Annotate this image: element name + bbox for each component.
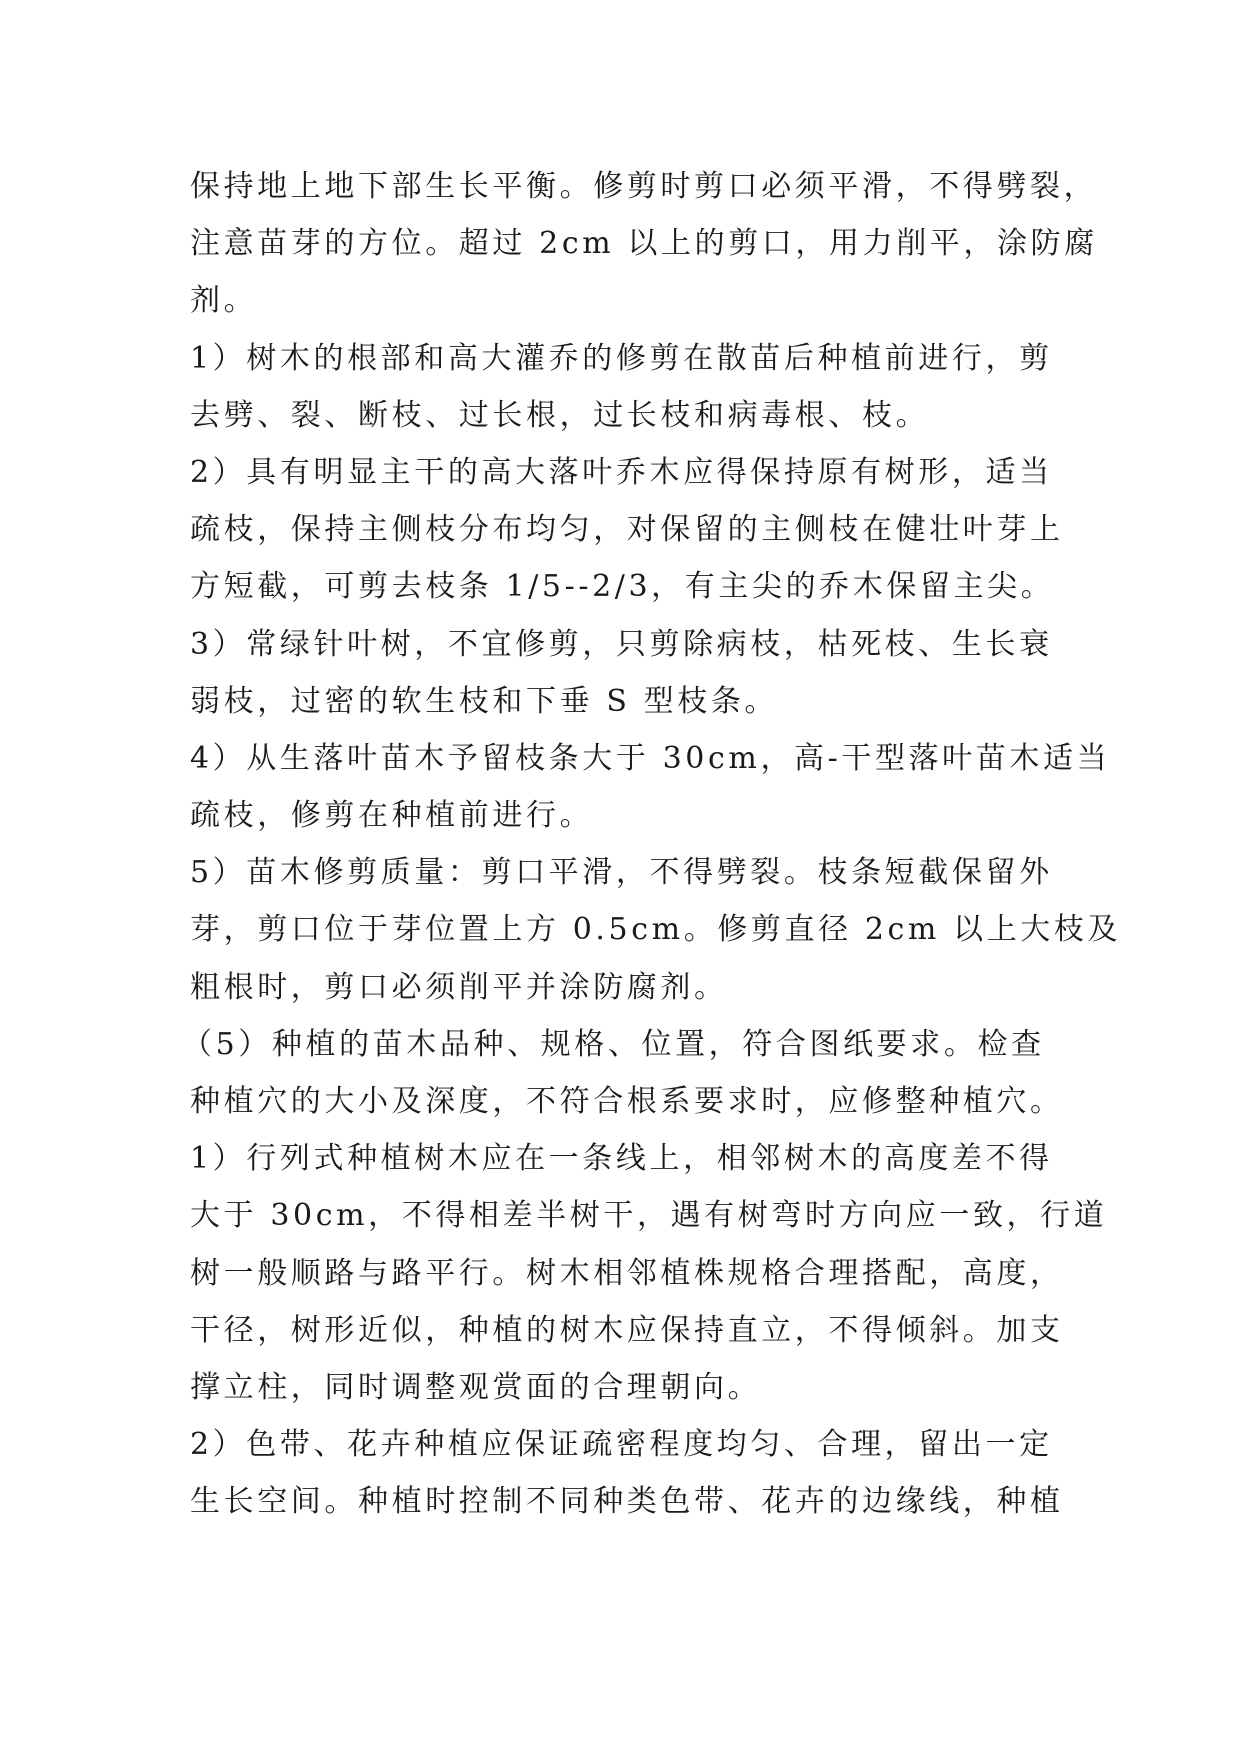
text-line: 生长空间。种植时控制不同种类色带、花卉的边缘线，种植 bbox=[190, 1484, 1064, 1520]
text-line: 芽，剪口位于芽位置上方 0.5cm。修剪直径 2cm 以上大枝及 bbox=[190, 912, 1122, 948]
text-line: 种植穴的大小及深度，不符合根系要求时，应修整种植穴。 bbox=[190, 1084, 1064, 1119]
text-line: 方短截，可剪去枝条 1/5--2/3，有主尖的乔木保留主尖。 bbox=[190, 569, 1055, 605]
text-line: 4）从生落叶苗木予留枝条大于 30cm，高-干型落叶苗木适当 bbox=[190, 740, 1111, 776]
text-line: 弱枝，过密的软生枝和下垂 S 型枝条。 bbox=[190, 683, 779, 719]
text-line: 撑立柱，同时调整观赏面的合理朝向。 bbox=[190, 1369, 762, 1405]
text-line: 2）色带、花卉种植应保证疏密程度均匀、合理，留出一定 bbox=[190, 1427, 1053, 1463]
text-line: 5）苗木修剪质量：剪口平滑，不得劈裂。枝条短截保留外 bbox=[190, 855, 1053, 891]
text-line: 疏枝，保持主侧枝分布均匀，对保留的主侧枝在健壮叶芽上 bbox=[190, 512, 1064, 548]
text-line: 大于 30cm，不得相差半树干，遇有树弯时方向应一致，行道 bbox=[190, 1198, 1108, 1234]
text-line: 3）常绿针叶树，不宜修剪，只剪除病枝，枯死枝、生长衰 bbox=[190, 626, 1053, 662]
text-line: 2）具有明显主干的高大落叶乔木应得保持原有树形，适当 bbox=[190, 454, 1053, 490]
text-line: 1）行列式种植树木应在一条线上，相邻树木的高度差不得 bbox=[190, 1141, 1053, 1177]
text-line: 粗根时，剪口必须削平并涂防腐剂。 bbox=[190, 969, 728, 1005]
text-line: 注意苗芽的方位。超过 2cm 以上的剪口，用力削平，涂防腐 bbox=[190, 226, 1098, 262]
text-line: 1）树木的根部和高大灌乔的修剪在散苗后种植前进行，剪 bbox=[190, 340, 1053, 376]
text-line: 树一般顺路与路平行。树木相邻植株规格合理搭配，高度， bbox=[190, 1255, 1064, 1291]
document-body bbox=[182, 158, 1122, 1531]
text-line: 保持地上地下部生长平衡。修剪时剪口必须平滑，不得劈裂， bbox=[190, 169, 1098, 204]
text-line: 剂。 bbox=[190, 283, 258, 319]
text-line: 去劈、裂、断枝、过长根，过长枝和病毒根、枝。 bbox=[190, 397, 930, 433]
text-line: 疏枝，修剪在种植前进行。 bbox=[190, 798, 594, 834]
text-line: （5）种植的苗木品种、规格、位置，符合图纸要求。检查 bbox=[182, 1026, 1045, 1062]
text-line: 干径，树形近似，种植的树木应保持直立，不得倾斜。加支 bbox=[190, 1312, 1064, 1348]
